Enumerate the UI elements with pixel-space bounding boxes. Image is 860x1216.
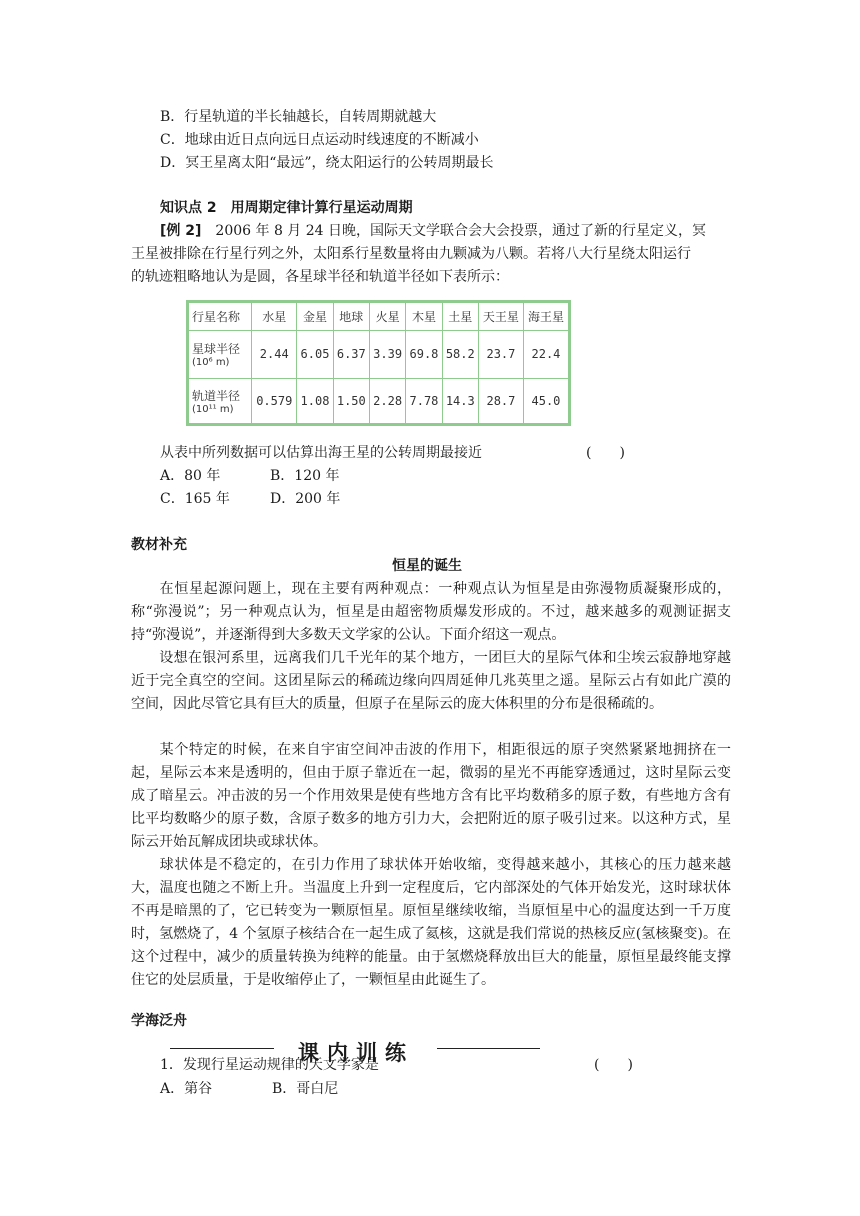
example-label: [例 2] xyxy=(160,223,202,239)
row-unit: (10¹¹ m) xyxy=(192,403,234,415)
paragraph-2 xyxy=(131,647,731,716)
choice-b: B．120 年 xyxy=(270,468,340,484)
planet-name: 天王星 xyxy=(478,303,523,331)
row-unit: (10⁶ m) xyxy=(192,357,230,369)
q1-choice-a: A．第谷 xyxy=(160,1081,213,1097)
choice-d: D．200 年 xyxy=(270,491,341,507)
title-rule-right xyxy=(437,1048,540,1049)
q1-choice-b: B．哥白尼 xyxy=(272,1081,339,1097)
planet-name: 金星 xyxy=(297,303,333,331)
title-rule-left xyxy=(170,1048,274,1049)
example-line-3: 的轨迹粗略地认为是圆，各星球半径和轨道半径如下表所示： xyxy=(131,269,509,285)
option-d: D．冥王星离太阳“最远”，绕太阳运行的公转周期最长 xyxy=(160,155,494,171)
table-cell: 2.44 xyxy=(252,330,297,378)
paragraph-text: 设想在银河系里，远离我们几千光年的某个地方，一团巨大的星际气体和尘埃云寂静地穿越近于完全真空的空间。这团星际云的稀疏边缘向四周延伸几兆英里之遥。星际云占有如此广漠的空间，因此尽管它具有巨大的质量，但原子在星际云的庞大体积里的分布是很稀疏的。 xyxy=(131,650,731,712)
row-label-radius xyxy=(189,330,252,378)
table-cell: 6.37 xyxy=(333,330,369,378)
choice-c: C．165 年 xyxy=(160,491,230,507)
q1-stem: 1．发现行星运动规律的天文学家是 xyxy=(160,1057,379,1073)
table-cell: 3.39 xyxy=(369,330,405,378)
table-cell: 58.2 xyxy=(442,330,478,378)
option-c: C．地球由近日点向远日点运动时线速度的不断减小 xyxy=(160,132,479,148)
planet-name: 海王星 xyxy=(523,303,568,331)
paragraph-4 xyxy=(131,854,731,992)
planet-name: 土星 xyxy=(442,303,478,331)
paragraph-text: 球状体是不稳定的，在引力作用了球状体开始收缩，变得越来越小，其核心的压力越来越大，温度也随之不断上升。当温度上升到一定程度后，它内部深处的气体开始发光，这时球状体不再是暗黑的了，它已转变为一颗原恒星。原恒星继续收缩，当原恒星中心的温度达到一千万度时，氢燃烧了，4 个氢原子核结合在一起生成了氦核，这就是我们常说的热核反应(氢核聚变)。在这个过程中，减少的质量转换为纯粹的能量。由于氢燃烧释放出巨大的能量，原恒星最终能支撑住它的处层质量，于是收缩停止了，一颗恒星由此诞生了。 xyxy=(131,857,731,988)
table-cell: 14.3 xyxy=(442,378,478,423)
header-label: 行星名称 xyxy=(189,303,252,331)
option-b: B．行星轨道的半长轴越长，自转周期就越大 xyxy=(160,109,437,125)
table-cell: 7.78 xyxy=(406,378,442,423)
choice-a: A．80 年 xyxy=(160,468,221,484)
practice-heading: 学海泛舟 xyxy=(131,1013,187,1029)
row-label-text: 轨道半径 xyxy=(192,388,241,403)
table-cell: 1.08 xyxy=(297,378,333,423)
example-line-2: 王星被排除在行星行列之外，太阳系行星数量将由九颗减为八颗。若将八大行星绕太阳运行 xyxy=(131,246,691,262)
answer-bracket: ( ) xyxy=(586,445,625,461)
table-cell: 69.8 xyxy=(406,330,442,378)
table-cell: 2.28 xyxy=(369,378,405,423)
paragraph-text: 某个特定的时候，在来自宇宙空间冲击波的作用下，相距很远的原子突然紧紧地拥挤在一起，星际云本来是透明的，但由于原子靠近在一起，微弱的星光不再能穿透通过，这时星际云变成了暗星云。冲击波的另一个作用效果是使有些地方含有比平均数稍多的原子数，有些地方含有比平均数略少的原子数，含原子数多的地方引力大，会把附近的原子吸引过来。以这种方式，星际云开始瓦解成团块或球状体。 xyxy=(131,742,731,850)
q1-bracket: ( ) xyxy=(594,1057,633,1073)
table-cell: 6.05 xyxy=(297,330,333,378)
section-title: 课内训练 xyxy=(298,1041,414,1065)
row-label-orbit xyxy=(189,378,252,423)
section-heading: 知识点 2 用周期定律计算行星运动周期 xyxy=(160,200,413,216)
paragraph-3 xyxy=(131,739,731,854)
table-cell: 22.4 xyxy=(523,330,568,378)
paragraph-text: 在恒星起源问题上，现在主要有两种观点：一种观点认为恒星是由弥漫物质凝聚形成的，称“弥漫说”；另一种观点认为，恒星是由超密物质爆发形成的。不过，越来越多的观测证据支持“弥漫说”，并逐渐得到大多数天文学家的公认。下面介绍这一观点。 xyxy=(131,581,731,643)
supplement-heading: 教材补充 xyxy=(131,537,187,553)
article-title: 恒星的诞生 xyxy=(392,558,462,574)
planet-name: 地球 xyxy=(333,303,369,331)
question-stem: 从表中所列数据可以估算出海王星的公转周期最接近 xyxy=(160,445,482,461)
planet-name: 火星 xyxy=(369,303,405,331)
table-cell: 28.7 xyxy=(478,378,523,423)
example-line-1 xyxy=(160,221,706,241)
table-cell: 0.579 xyxy=(252,378,297,423)
planet-name: 水星 xyxy=(252,303,297,331)
table-cell: 23.7 xyxy=(478,330,523,378)
example-text-1: 2006 年 8 月 24 日晚，国际天文学联合会大会投票，通过了新的行星定义，冥 xyxy=(201,223,707,239)
table-cell: 1.50 xyxy=(333,378,369,423)
table-cell: 45.0 xyxy=(523,378,568,423)
paragraph-1 xyxy=(131,578,731,647)
planet-data-table xyxy=(186,300,571,426)
planet-name: 木星 xyxy=(406,303,442,331)
row-label-text: 星球半径 xyxy=(192,342,241,357)
